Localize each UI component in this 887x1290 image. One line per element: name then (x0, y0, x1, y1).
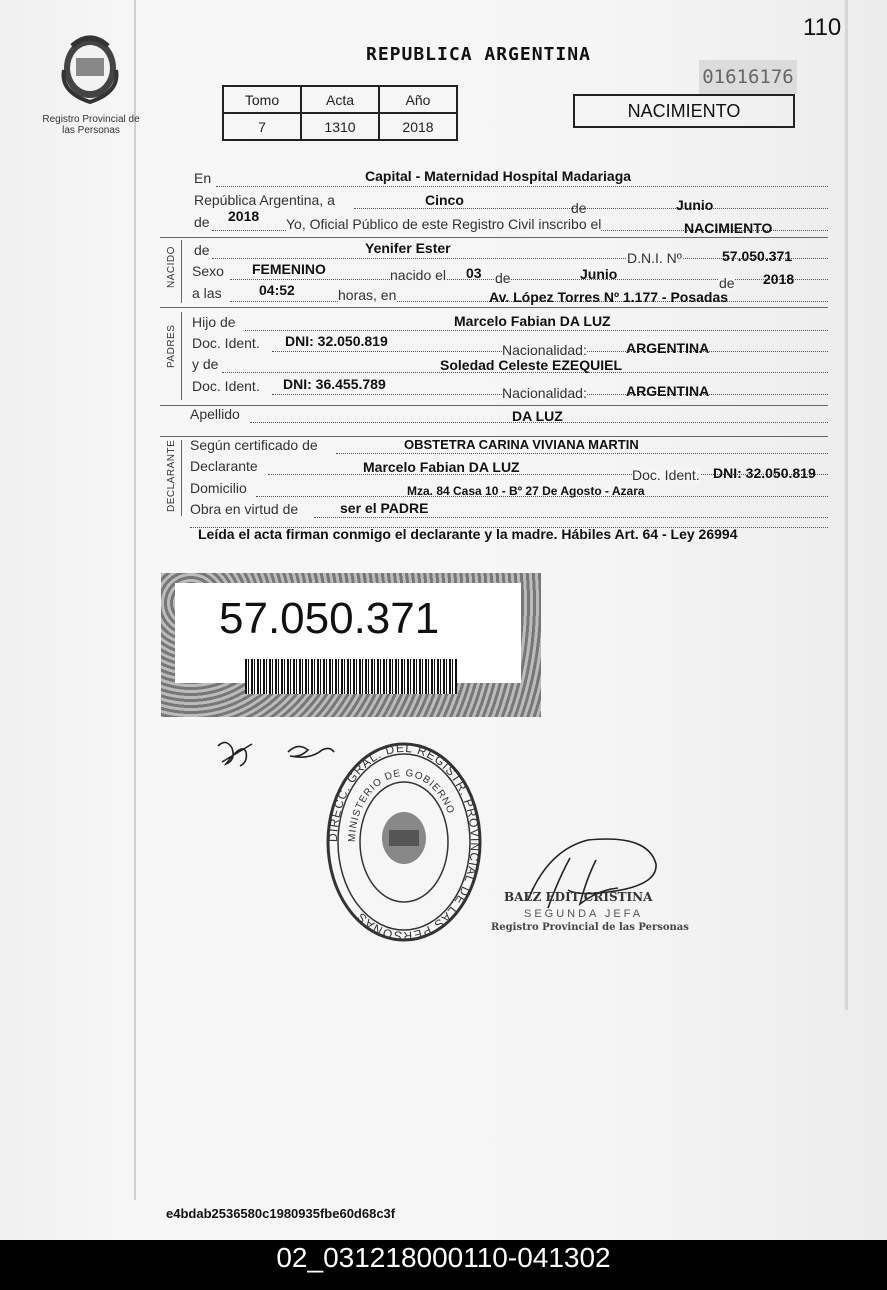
value-nac-mes: Junio (580, 266, 618, 282)
value-dni: 57.050.371 (722, 248, 793, 264)
label-de-mes: de (495, 270, 511, 286)
label-hijo-de: Hijo de (192, 314, 236, 330)
closing-statement: Leída el acta firman conmigo el declarante y la madre. Hábiles Art. 64 - Ley 26994 (198, 526, 738, 542)
page-spine (134, 0, 136, 1200)
label-apellido: Apellido (190, 406, 240, 422)
barcode-icon (245, 659, 457, 694)
anio-label: Año (379, 86, 457, 113)
label-en: En (194, 170, 212, 186)
label-horas-en: horas, en (338, 287, 397, 303)
signatory-role: SEGUNDA JEFA (524, 908, 644, 920)
value-madre: Soledad Celeste EZEQUIEL (440, 357, 623, 373)
value-nombre: Yenifer Ester (365, 240, 451, 256)
label-de: de (571, 200, 587, 216)
value-domicilio: Mza. 84 Casa 10 - Bº 27 De Agosto - Azara (407, 484, 645, 498)
label-doc-padre: Doc. Ident. (192, 335, 260, 351)
tomo-acta-table (222, 85, 458, 141)
section-label-nacido: NACIDO (166, 246, 177, 288)
label-doc-declarante: Doc. Ident. (632, 467, 700, 483)
footer-code: 02_031218000110-041302 (276, 1242, 611, 1273)
id-number: 57.050.371 (219, 594, 440, 643)
fill-line (230, 279, 828, 280)
value-anio: 2018 (228, 208, 260, 224)
label-a-las: a las (192, 285, 222, 301)
value-madre-nac: ARGENTINA (626, 383, 710, 399)
label-segun: Según certificado de (190, 437, 318, 453)
id-label (175, 583, 521, 683)
value-declarante-doc: DNI: 32.050.819 (713, 465, 816, 481)
fill-line (354, 208, 828, 209)
section-bar (181, 240, 182, 303)
value-hora: 04:52 (259, 282, 295, 298)
stamp-outer-text: DIRECC. GRAL. DEL REGISTR. PROVINCIAL DE LAS PERSONAS (325, 740, 483, 944)
anio-value: 2018 (379, 113, 457, 140)
section-divider (160, 307, 828, 308)
label-nacionalidad-padre: Nacionalidad: (502, 342, 587, 358)
label-de-nac-anio: de (719, 275, 735, 291)
label-domicilio: Domicilio (190, 480, 247, 496)
fill-line (314, 517, 828, 518)
value-madre-doc: DNI: 36.455.789 (283, 376, 386, 392)
page-number: 110 (803, 14, 842, 41)
value-mes: Junio (676, 197, 714, 213)
value-domicilio-nac: Av. López Torres Nº 1.177 - Posadas (489, 289, 729, 305)
value-apellido: DA LUZ (512, 408, 563, 424)
value-padre-nac: ARGENTINA (626, 340, 710, 356)
label-oficial: Yo, Oficial Público de este Registro Civil inscribo el (286, 216, 602, 232)
label-doc-madre: Doc. Ident. (192, 378, 260, 394)
label-nacido-el: nacido el (390, 267, 447, 283)
value-sexo: FEMENINO (252, 261, 326, 277)
signatory-registry: Registro Provincial de las Personas (491, 922, 689, 933)
document-title: REPUBLICA ARGENTINA (366, 44, 591, 65)
section-label-padres: PADRES (166, 324, 177, 368)
signatory-name: BAEZ EDIT CRISTINA (504, 890, 653, 904)
fill-line (216, 186, 828, 187)
label-de-nombre: de (194, 242, 210, 258)
value-obra: ser el PADRE (340, 500, 429, 516)
province-seal (50, 26, 130, 106)
section-label-declarante: DECLARANTE (166, 439, 177, 512)
registry-name: Registro Provincial de las Personas (42, 114, 140, 136)
section-bar (181, 440, 182, 516)
stamp-inner-text: MINISTERIO DE GOBIERNO (346, 767, 457, 843)
value-nac-anio: 2018 (763, 271, 795, 287)
label-nacionalidad-madre: Nacionalidad: (502, 385, 587, 401)
tomo-label: Tomo (223, 86, 301, 113)
label-republica: República Argentina, a (194, 192, 335, 208)
fill-line (245, 330, 828, 331)
label-obra: Obra en virtud de (190, 501, 299, 517)
label-de-anio: de (194, 214, 210, 230)
section-bar (181, 312, 182, 400)
fill-line (336, 453, 828, 454)
value-nac-dia: 03 (466, 265, 482, 281)
serial-number: 01616176 (699, 60, 797, 94)
official-stamp (323, 738, 485, 946)
tomo-value: 7 (223, 113, 301, 140)
id-barcode-stamp (161, 573, 541, 717)
act-type-box: NACIMIENTO (573, 94, 795, 128)
label-sexo: Sexo (192, 263, 224, 279)
acta-value: 1310 (301, 113, 379, 140)
value-padre: Marcelo Fabian DA LUZ (454, 313, 611, 329)
value-certificado: OBSTETRA CARINA VIVIANA MARTIN (404, 437, 639, 452)
acta-label: Acta (301, 86, 379, 113)
section-divider (160, 405, 828, 406)
value-padre-doc: DNI: 32.050.819 (285, 333, 388, 349)
value-acto: NACIMIENTO (684, 220, 773, 236)
page-edge (845, 0, 848, 1010)
label-declarante: Declarante (190, 458, 258, 474)
section-divider (160, 237, 828, 238)
value-declarante: Marcelo Fabian DA LUZ (363, 459, 520, 475)
label-dni: D.N.I. Nº (627, 250, 682, 266)
label-y-de: y de (192, 356, 219, 372)
value-lugar: Capital - Maternidad Hospital Madariaga (365, 168, 632, 184)
value-dia-letras: Cinco (425, 192, 464, 208)
document-hash: e4bdab2536580c1980935fbe60d68c3f (166, 1206, 396, 1221)
